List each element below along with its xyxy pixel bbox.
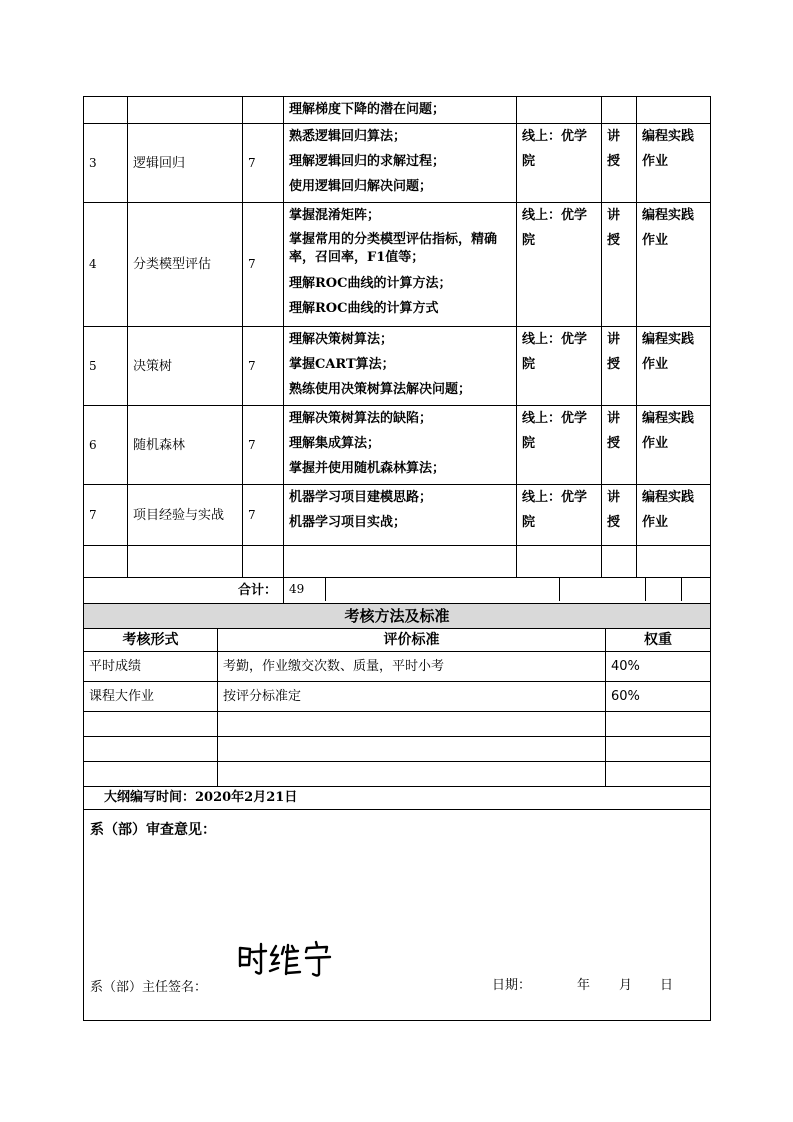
row-assessment: 编程实践作业 bbox=[637, 203, 711, 327]
header-form: 考核形式 bbox=[84, 629, 218, 652]
objective-item: 理解决策树算法； bbox=[289, 332, 394, 347]
date-label: 日期： bbox=[492, 978, 532, 993]
empty-cell bbox=[517, 546, 602, 578]
row-assessment: 编程实践作业 bbox=[637, 124, 711, 203]
outline-date: 大纲编写时间：2020年2月21日 bbox=[84, 787, 711, 810]
total-label: 合计： bbox=[237, 583, 277, 598]
objective-item: 使用逻辑回归解决问题； bbox=[289, 179, 433, 194]
row-assessment bbox=[637, 97, 711, 124]
table-row bbox=[84, 406, 711, 485]
row-mode: 线上：优学院 bbox=[517, 406, 602, 485]
empty-cell bbox=[284, 546, 517, 578]
row-objectives bbox=[284, 485, 517, 546]
row-objectives bbox=[284, 203, 517, 327]
assessment-criteria: 考勤，作业缴交次数、质量，平时小考 bbox=[218, 652, 606, 682]
objective-item: 理解逻辑回归的求解过程； bbox=[289, 154, 446, 169]
row-method: 讲授 bbox=[602, 406, 637, 485]
objective-item: 掌握混淆矩阵； bbox=[289, 208, 381, 223]
row-hours: 7 bbox=[243, 406, 284, 485]
assessment-weight: 60% bbox=[606, 682, 711, 712]
empty-cell bbox=[637, 546, 711, 578]
row-number: 5 bbox=[84, 327, 128, 406]
empty-cell bbox=[84, 546, 128, 578]
row-hours bbox=[243, 97, 284, 124]
table-row bbox=[84, 203, 711, 327]
date-month: 月 bbox=[619, 978, 633, 993]
objective-item: 理解ROC曲线的计算方法； bbox=[289, 276, 452, 291]
row-hours: 7 bbox=[243, 203, 284, 327]
row-topic: 决策树 bbox=[128, 327, 243, 406]
review-title: 系（部）审查意见： bbox=[90, 822, 216, 838]
course-schedule-table bbox=[83, 96, 711, 604]
objective-item: 理解梯度下降的潜在问题； bbox=[289, 102, 446, 117]
empty-cell bbox=[606, 737, 711, 762]
objective-item: 熟练使用决策树算法解决问题； bbox=[289, 382, 472, 397]
row-hours: 7 bbox=[243, 124, 284, 203]
assessment-row bbox=[84, 682, 711, 712]
syllabus-page bbox=[83, 96, 710, 1021]
row-method bbox=[602, 97, 637, 124]
empty-cell bbox=[218, 762, 606, 787]
row-mode: 线上：优学院 bbox=[517, 327, 602, 406]
row-topic: 分类模型评估 bbox=[128, 203, 243, 327]
empty-cell bbox=[243, 546, 284, 578]
row-assessment: 编程实践作业 bbox=[637, 485, 711, 546]
row-hours: 7 bbox=[243, 485, 284, 546]
total-value: 49 bbox=[284, 578, 326, 601]
objective-item: 掌握CART算法； bbox=[289, 357, 395, 372]
assessment-form: 平时成绩 bbox=[84, 652, 218, 682]
assessment-row-empty bbox=[84, 712, 711, 737]
row-method: 讲授 bbox=[602, 203, 637, 327]
assessment-table bbox=[83, 603, 711, 1021]
assessment-header-row bbox=[84, 629, 711, 652]
row-mode: 线上：优学院 bbox=[517, 203, 602, 327]
empty-cell bbox=[128, 546, 243, 578]
empty-cell bbox=[326, 578, 560, 601]
total-inner bbox=[284, 578, 710, 601]
assessment-row-empty bbox=[84, 762, 711, 787]
row-method: 讲授 bbox=[602, 485, 637, 546]
empty-cell bbox=[560, 578, 646, 601]
assessment-form: 课程大作业 bbox=[84, 682, 218, 712]
assessment-weight: 40% bbox=[606, 652, 711, 682]
table-row bbox=[84, 124, 711, 203]
empty-cell bbox=[84, 712, 218, 737]
row-mode bbox=[517, 97, 602, 124]
signature-image bbox=[234, 938, 334, 978]
total-value-cell bbox=[284, 578, 711, 604]
row-number: 7 bbox=[84, 485, 128, 546]
row-assessment: 编程实践作业 bbox=[637, 327, 711, 406]
row-objectives bbox=[284, 406, 517, 485]
objective-item: 理解ROC曲线的计算方式 bbox=[289, 301, 439, 316]
row-objectives bbox=[284, 97, 517, 124]
empty-cell bbox=[84, 737, 218, 762]
total-row bbox=[84, 578, 711, 604]
section-title: 考核方法及标准 bbox=[84, 604, 711, 629]
assessment-row-empty bbox=[84, 737, 711, 762]
row-topic: 随机森林 bbox=[128, 406, 243, 485]
objective-item: 机器学习项目实战； bbox=[289, 515, 407, 530]
empty-cell bbox=[218, 712, 606, 737]
outline-date-row bbox=[84, 787, 711, 810]
empty-cell bbox=[218, 737, 606, 762]
assessment-row bbox=[84, 652, 711, 682]
table-row bbox=[84, 485, 711, 546]
row-topic bbox=[128, 97, 243, 124]
objective-item: 理解集成算法； bbox=[289, 436, 381, 451]
objective-item: 理解决策树算法的缺陷； bbox=[289, 411, 433, 426]
empty-cell bbox=[84, 762, 218, 787]
total-label-cell bbox=[84, 578, 284, 604]
header-criteria: 评价标准 bbox=[218, 629, 606, 652]
row-topic: 逻辑回归 bbox=[128, 124, 243, 203]
date-year: 年 bbox=[577, 978, 591, 993]
assessment-criteria: 按评分标准定 bbox=[218, 682, 606, 712]
date-day: 日 bbox=[660, 978, 674, 993]
objective-item: 熟悉逻辑回归算法； bbox=[289, 129, 407, 144]
row-number: 3 bbox=[84, 124, 128, 203]
sign-label: 系（部）主任签名： bbox=[90, 980, 208, 995]
row-objectives bbox=[284, 327, 517, 406]
row-topic: 项目经验与实战 bbox=[128, 485, 243, 546]
objective-item: 掌握常用的分类模型评估指标，精确率，召回率，F1值等； bbox=[289, 232, 498, 265]
row-number: 6 bbox=[84, 406, 128, 485]
row-number bbox=[84, 97, 128, 124]
table-row bbox=[84, 97, 711, 124]
empty-cell bbox=[602, 546, 637, 578]
objective-item: 掌握并使用随机森林算法； bbox=[289, 461, 446, 476]
review-row bbox=[84, 810, 711, 1021]
header-weight: 权重 bbox=[606, 629, 711, 652]
row-method: 讲授 bbox=[602, 327, 637, 406]
empty-cell bbox=[646, 578, 682, 601]
row-objectives bbox=[284, 124, 517, 203]
row-mode: 线上：优学院 bbox=[517, 485, 602, 546]
row-method: 讲授 bbox=[602, 124, 637, 203]
row-mode: 线上：优学院 bbox=[517, 124, 602, 203]
empty-cell bbox=[606, 712, 711, 737]
row-hours: 7 bbox=[243, 327, 284, 406]
empty-cell bbox=[682, 578, 711, 601]
review-cell bbox=[84, 810, 711, 1021]
row-assessment: 编程实践作业 bbox=[637, 406, 711, 485]
table-row bbox=[84, 327, 711, 406]
objective-item: 机器学习项目建模思路； bbox=[289, 490, 433, 505]
row-number: 4 bbox=[84, 203, 128, 327]
table-row-empty bbox=[84, 546, 711, 578]
empty-cell bbox=[606, 762, 711, 787]
